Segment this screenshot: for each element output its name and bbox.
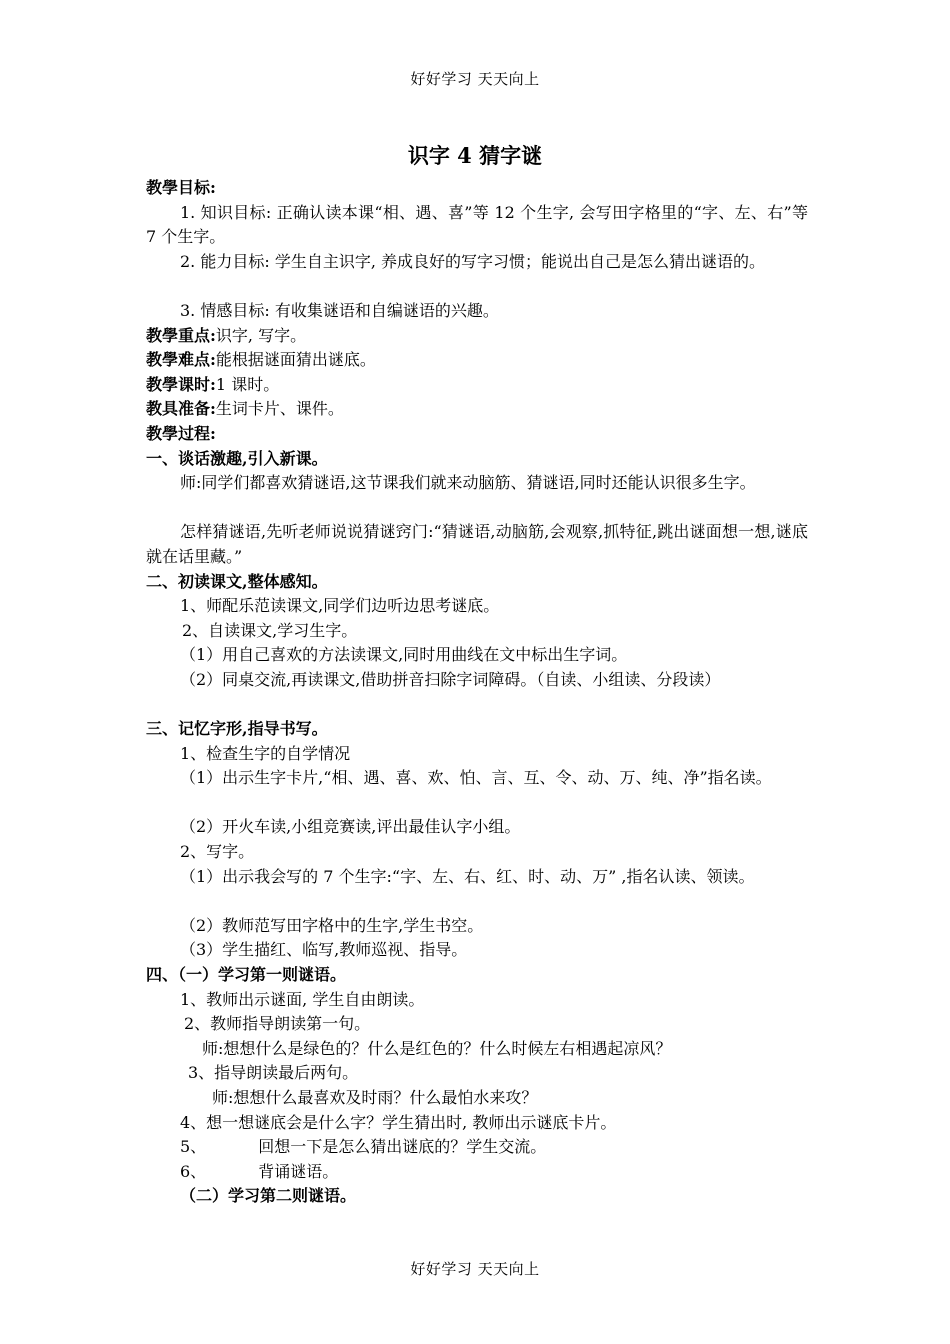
section-3-heading: 三、记忆字形,指导书写。 (146, 719, 328, 739)
list-item: 4、想一想谜底会是什么字？学生猜出时, 教师出示谜底卡片。 (180, 1112, 617, 1132)
paragraph: 怎样猜谜语,先听老师说说猜谜窍门:“猜谜语,动脑筋,会观察,抓特征,跳出谜面想一想,谜底就在话里藏。” (146, 522, 808, 566)
process-label: 教學过程: (146, 423, 216, 443)
sub-list-item: （2）同桌交流,再读课文,借助拼音扫除字词障碍。（自读、小组读、分段读） (180, 669, 721, 689)
list-item: 1、师配乐范读课文,同学们边听边思考谜底。 (180, 596, 500, 616)
list-item: 1、教师出示谜面, 学生自由朗读。 (180, 989, 425, 1009)
list-text: 回想一下是怎么猜出谜底的？学生交流。 (258, 1137, 547, 1157)
sub-list-item: （1）出示我会写的 7 个生字:“字、左、右、红、时、动、万” ,指名认读、领读。 (180, 866, 755, 886)
sub-list-item: （3）学生描红、临写,教师巡视、指导。 (180, 940, 468, 960)
list-number: 5、 (180, 1137, 207, 1157)
list-item (146, 1160, 808, 1185)
objective-item: 2. 能力目标: 学生自主识字, 养成良好的写字习惯；能说出自己是怎么猜出谜语的。 (180, 251, 766, 271)
key-point-label: 教學重点: (146, 325, 216, 345)
list-text: 背诵谜语。 (258, 1161, 339, 1181)
sub-list-item: （2）教师范写田字格中的生字,学生书空。 (180, 915, 484, 935)
page-footer: 好好学习 天天向上 (410, 1260, 540, 1278)
prep-row (146, 397, 808, 422)
key-point-row (146, 324, 808, 349)
difficulty-row (146, 348, 808, 373)
paragraph: 师:同学们都喜欢猜谜语,这节课我们就来动脑筋、猜谜语,同时还能认识很多生字。 (180, 473, 756, 493)
list-item: 2、写字。 (180, 842, 255, 862)
section-1-heading: 一、谈话激趣,引入新课。 (146, 448, 328, 468)
sub-list-item: （2）开火车读,小组竞赛读,评出最佳认字小组。 (180, 817, 521, 837)
hours-value: 1 课时。 (215, 374, 280, 394)
prep-label: 教具准备: (146, 399, 216, 419)
objective-item: 1. 知识目标: 正确认读本课“相、遇、喜”等 12 个生字, 会写田字格里的“字、左、右”等 7 个生字。 (146, 202, 808, 247)
document-title: 识字 4 猜字谜 (407, 143, 543, 168)
list-item (146, 1135, 808, 1160)
list-item: 2、教师指导朗读第一句。 (184, 1014, 371, 1034)
page-header: 好好学习 天天向上 (410, 70, 540, 88)
list-item: 2、自读课文,学习生字。 (182, 620, 358, 640)
objective-item: 3. 情感目标: 有收集谜语和自编谜语的兴趣。 (180, 300, 499, 320)
section-4-heading: 四、（一）学习第一则谜语。 (146, 965, 347, 984)
difficulty-value: 能根据谜面猜出谜底。 (215, 350, 376, 370)
section-4b-heading: （二）学习第二则谜语。 (180, 1186, 357, 1206)
objectives-label: 教學目标: (146, 178, 216, 197)
list-number: 6、 (180, 1161, 207, 1181)
sub-list-item: （1）出示生字卡片,“相、遇、喜、欢、怕、言、互、令、动、万、纯、净”指名读。 (180, 768, 772, 788)
hours-row (146, 373, 808, 398)
list-item: 3、指导朗读最后两句。 (188, 1063, 359, 1083)
sub-list-item: 师:想想什么是绿色的？什么是红色的？什么时候左右相遇起凉风？ (202, 1038, 672, 1058)
difficulty-label: 教學难点: (146, 350, 216, 370)
section-2-heading: 二、初读课文,整体感知。 (146, 571, 328, 591)
prep-value: 生词卡片、课件。 (215, 399, 344, 419)
hours-label: 教學课时: (146, 374, 216, 394)
key-point-value: 识字, 写字。 (215, 325, 307, 345)
sub-list-item: （1）用自己喜欢的方法读课文,同时用曲线在文中标出生字词。 (180, 645, 628, 665)
sub-list-item: 师:想想什么最喜欢及时雨？什么最怕水来攻？ (212, 1087, 538, 1107)
list-item: 1、检查生字的自学情况 (180, 743, 351, 763)
document-body (146, 176, 808, 1209)
